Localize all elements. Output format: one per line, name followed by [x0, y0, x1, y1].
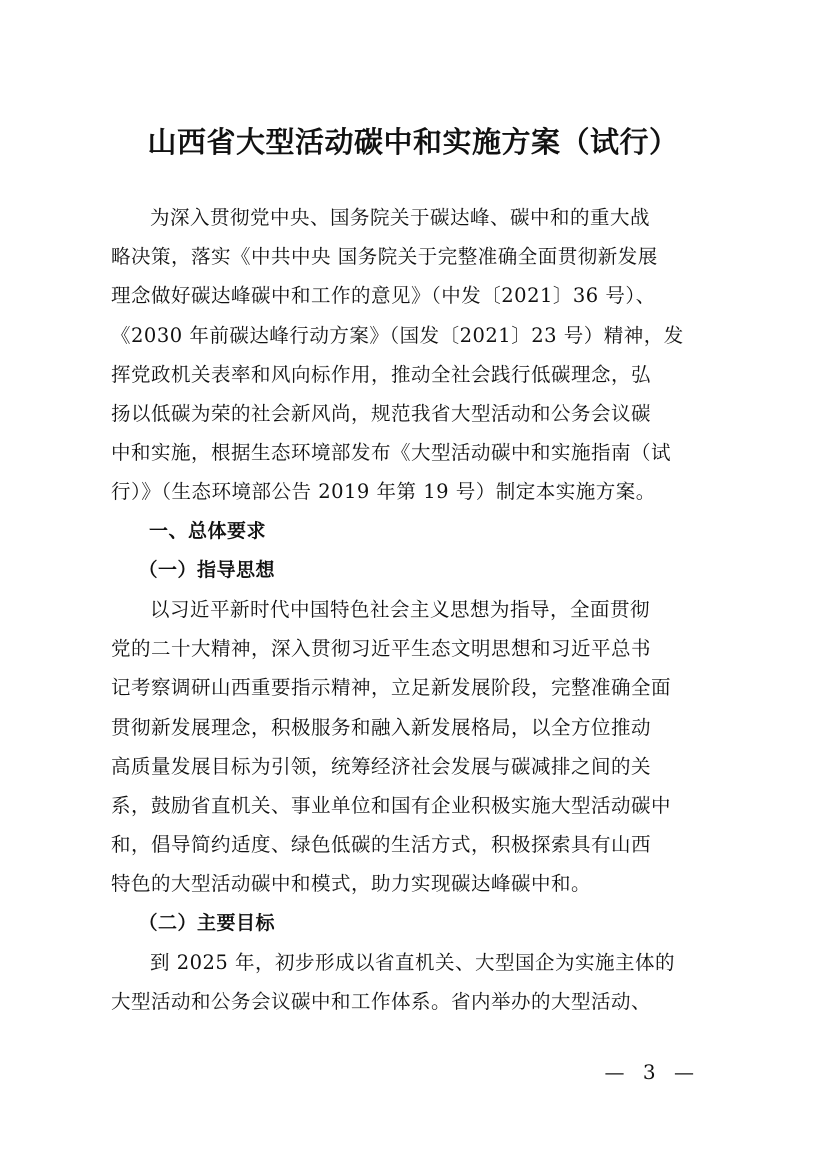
- document-body: [111, 198, 719, 1021]
- intro-line: 《2030 年前碳达峰行动方案》（国发〔2021〕23 号）精神，发: [111, 323, 684, 347]
- main-goals-paragraph: [111, 943, 719, 1021]
- section-heading: 一、总体要求: [149, 519, 267, 542]
- subsection-heading: （一）指导思想: [138, 558, 276, 581]
- paragraph-line: 系，鼓励省直机关、事业单位和国有企业积极实施大型活动碳中: [111, 794, 672, 818]
- paragraph-line: 和，倡导简约适度、绿色低碳的生活方式，积极探索具有山西: [111, 833, 652, 857]
- document-title: 山西省大型活动碳中和实施方案（试行）: [147, 125, 679, 159]
- page-number: — 3 —: [604, 1060, 700, 1084]
- intro-line: 中和实施，根据生态环境部发布《大型活动碳中和实施指南（试: [111, 441, 672, 465]
- intro-line: 行）》（生态环境部公告 2019 年第 19 号）制定本实施方案。: [111, 480, 656, 504]
- intro-line: 扬以低碳为荣的社会新风尚，规范我省大型活动和公务会议碳: [111, 402, 652, 426]
- guiding-ideology-paragraph: [111, 590, 719, 904]
- intro-line: 略决策，落实《中共中央 国务院关于完整准确全面贯彻新发展: [111, 245, 658, 269]
- intro-line: 挥党政机关表率和风向标作用，推动全社会践行低碳理念，弘: [111, 362, 652, 386]
- paragraph-line: 高质量发展目标为引领，统筹经济社会发展与碳减排之间的关: [111, 754, 652, 778]
- paragraph-line: 大型活动和公务会议碳中和工作体系。省内举办的大型活动、: [111, 990, 652, 1014]
- intro-line: 为深入贯彻党中央、国务院关于碳达峰、碳中和的重大战: [150, 206, 651, 229]
- paragraph-line: 到 2025 年，初步形成以省直机关、大型国企为实施主体的: [150, 950, 676, 974]
- paragraph-line: 特色的大型活动碳中和模式，助力实现碳达峰碳中和。: [111, 872, 592, 896]
- intro-line: 理念做好碳达峰碳中和工作的意见》（中发〔2021〕36 号）、: [111, 284, 656, 308]
- intro-paragraph: [111, 198, 719, 512]
- paragraph-line: 以习近平新时代中国特色社会主义思想为指导，全面贯彻: [150, 598, 651, 622]
- paragraph-line: 贯彻新发展理念，积极服务和融入新发展格局，以全方位推动: [111, 715, 652, 739]
- paragraph-line: 记考察调研山西重要指示精神，立足新发展阶段，完整准确全面: [111, 676, 672, 700]
- subsection-heading: （二）主要目标: [138, 911, 276, 934]
- paragraph-line: 党的二十大精神，深入贯彻习近平生态文明思想和习近平总书: [111, 637, 652, 661]
